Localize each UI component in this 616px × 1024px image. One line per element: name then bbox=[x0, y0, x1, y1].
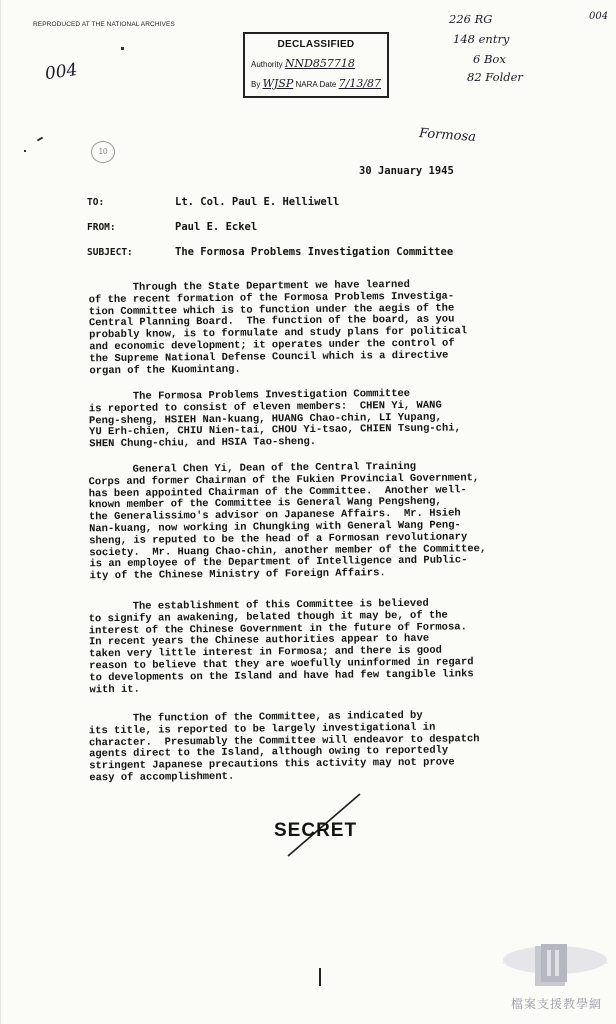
folio-number-right: 004 bbox=[589, 11, 609, 22]
watermark-text: 檔案支援教學網 bbox=[511, 997, 603, 1011]
stamp-nara-date-label: NARA Date bbox=[295, 80, 337, 89]
stamp-authority-line bbox=[251, 57, 355, 70]
punch-mark bbox=[24, 150, 26, 152]
to-value: Lt. Col. Paul E. Helliwell bbox=[175, 196, 340, 208]
circled-page-number: 10 bbox=[91, 141, 115, 163]
body-paragraph: The Formosa Problems Investigation Committee is reported to consist of eleven members: CHEN Yi, WANG Peng-sheng, HSIEH Nan-kuang, HUANG Chao-chin, LI Yupang, YU Erh-chien, CHIU Nien-tai, CHOU Yi-tsao, CHIEN Tsung-chi, SHEN Chung-chiu, and HSIA Tao-sheng. bbox=[88, 387, 461, 451]
from-value: Paul E. Eckel bbox=[175, 221, 258, 233]
punch-mark bbox=[37, 137, 43, 142]
page-mark bbox=[319, 968, 321, 986]
to-label: TO: bbox=[87, 197, 105, 208]
body-paragraph: Through the State Department we have learned of the recent formation of the Formosa Problems Investiga- tion Committee which is to function under the aegis of the Central Planning Board. The function of the board, as you probably know, is to formulate and study plans for political and economic development; it operates under the control of the Supreme National Defense Council which is a directive organ of the Kuomintang. bbox=[88, 278, 468, 377]
folder-note: 82 Folder bbox=[467, 70, 523, 84]
stamp-title: DECLASSIFIED bbox=[277, 39, 355, 50]
archive-reproduction-note: REPRODUCED AT THE NATIONAL ARCHIVES bbox=[33, 21, 175, 28]
subject-label: SUBJECT: bbox=[87, 247, 133, 258]
record-group-note: 226 RG bbox=[449, 12, 493, 26]
stamp-by-label: By bbox=[251, 80, 261, 89]
declassified-stamp bbox=[243, 32, 389, 98]
punch-mark bbox=[121, 47, 124, 50]
handwritten-filing-note: Formosa bbox=[418, 126, 477, 145]
stamp-authority-value: NND857718 bbox=[284, 57, 355, 70]
stamp-nara-date-value: 7/13/87 bbox=[338, 77, 382, 90]
from-label: FROM: bbox=[87, 222, 116, 233]
body-paragraph: General Chen Yi, Dean of the Central Training Corps and former Chairman of the Fukien Provincial Government, has been appointed Chairman of the Committee. Another well- known member of the Committee is General Wang Pengsheng, the Generalissimo's advisor on Japanese Affairs. Mr. Hsieh Nan-kuang, now working in Chungking with General Wang Peng- sheng, is reputed to be the head of a Formosan revolutionary society. Mr. Huang Chao-chin, another member of the Committee, is an employee of the Department of Intelligence and Public- ity of the Chinese Ministry of Foreign Affairs. bbox=[88, 460, 487, 583]
folio-number-left: 004 bbox=[43, 59, 79, 85]
stamp-authority-label: Authority bbox=[251, 60, 283, 69]
memo-date: 30 January 1945 bbox=[359, 165, 454, 177]
box-note: 6 Box bbox=[473, 52, 506, 66]
body-paragraph: The establishment of this Committee is believed to signify an awakening, belated though it may be, of the interest of the Chinese Government in the future of Formosa. In recent years the Chinese authorities appear to have taken very little interest in Formosa; and there is good reason to believe that they are woefully uninformed in regard to developments on the Island and have had few tangible links with it. bbox=[88, 597, 474, 696]
entry-note: 148 entry bbox=[453, 32, 510, 46]
subject-value: The Formosa Problems Investigation Committee bbox=[175, 246, 454, 258]
body-paragraph: The function of the Committee, as indicated by its title, is reported to be largely investigational in character. Presumably the Committee will endeavor to despatch agents direct to the Island, although owing to reportedly stringent Japanese precautions this activity may not prove easy of accomplishment. bbox=[88, 709, 480, 785]
stamp-by-line bbox=[251, 77, 381, 90]
stamp-by-value: WJSP bbox=[262, 77, 294, 90]
classification-marking: SECRET bbox=[274, 820, 358, 841]
